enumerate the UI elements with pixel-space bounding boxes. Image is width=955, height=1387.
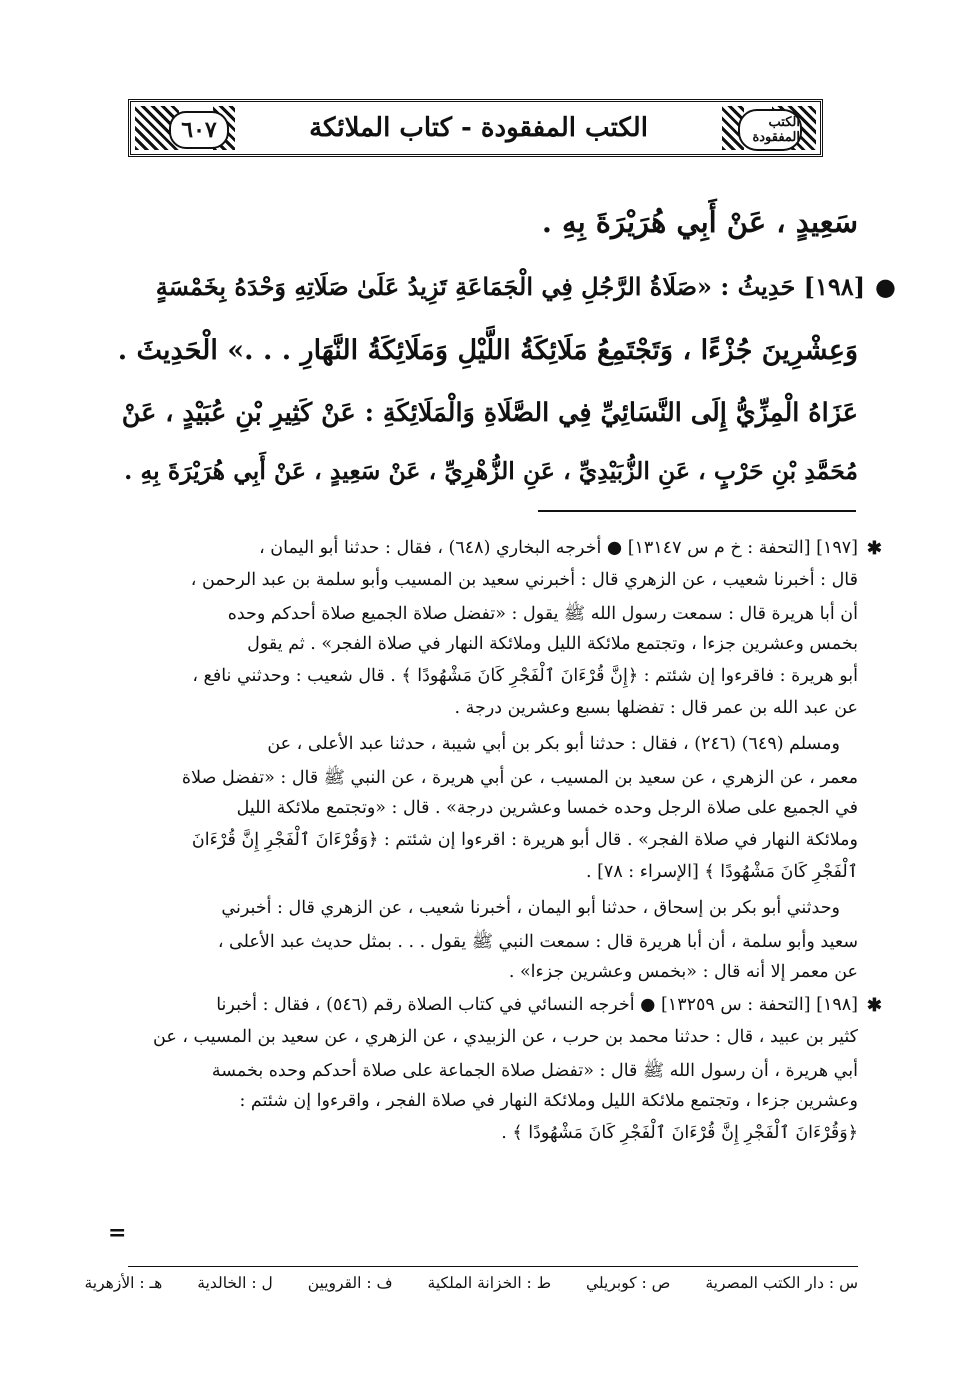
sigla-separator <box>128 1266 858 1267</box>
siglum: س : دار الكتب المصرية <box>705 1274 858 1292</box>
footnote-line: عن معمر إلا أنه قال : «بخمس وعشرين جزءا» . <box>508 962 858 982</box>
footnote-line: ٱلْفَجْرِ كَانَ مَشْهُودًا ﴾ [الإسراء : ٧٨] . <box>585 862 858 882</box>
text-line: مُحَمَّدِ بْنِ حَرْبٍ ، عَنِ الزُّبَيْدِيِّ ، عَنِ الزُّهْرِيِّ ، عَنْ سَعِيدٍ ، عَنْ أَبِي هُرَيْرَةَ بِهِ . <box>124 457 858 485</box>
footnote-line: كثير بن عبيد ، قال : حدثنا محمد بن حرب ، عن الزبيدي ، عن الزهري ، عن سعيد بن المسيب ، عن <box>153 1027 858 1047</box>
footnote-line: ومسلم (٦٤٩) (٢٤٦) ، فقال : حدثنا أبو بكر بن أبي شيبة ، حدثنا عبد الأعلى ، عن <box>267 734 840 754</box>
continuation-mark: = <box>108 1220 127 1246</box>
bullet-icon: ● <box>875 272 896 301</box>
text-line: وَعِشْرِينَ جُزْءًا ، وَتَجْتَمِعُ مَلَائِكَةُ اللَّيْلِ وَمَلَائِكَةُ النَّهَارِ . . .» الْحَدِيثَ . <box>117 335 858 366</box>
footnote-line: في الجميع على صلاة الرجل وحده خمسا وعشرين درجة» . قال : «وتجتمع ملائكة الليل <box>236 798 858 818</box>
page-number: ٦٠٧ <box>169 111 229 149</box>
publisher-logo: الكتب المفقودة <box>738 109 802 151</box>
manuscript-sigla <box>84 1274 858 1292</box>
footnote-line: بخمس وعشرين جزءا ، وتجتمع ملائكة الليل وملائكة النهار في صلاة الفجر» . ثم يقول <box>247 634 858 654</box>
siglum: هـ : الأزهرية <box>84 1274 163 1292</box>
footnote-line: وعشرين جزءا ، وتجتمع ملائكة الليل وملائكة النهار في صلاة الفجر ، واقرءوا إن شئتم : <box>239 1091 858 1111</box>
footnote-line: عن عبد الله بن عمر قال : تفضلها بسبع وعشرين درجة . <box>454 698 858 718</box>
footnote-separator <box>538 510 856 512</box>
footnote-line: ﴿وَقُرْءَانَ ٱلْفَجْرِ إِنَّ قُرْءَانَ ٱلْفَجْرِ كَانَ مَشْهُودًا ﴾ . <box>501 1123 858 1143</box>
footnote-line: أن أبا هريرة قال : سمعت رسول الله ﷺ يقول : «تفضل صلاة الجميع صلاة أحدكم وحده <box>227 604 858 624</box>
siglum: ص : كوبريلي <box>585 1274 671 1292</box>
siglum: ف : القرويين <box>307 1274 393 1292</box>
page-header <box>128 99 823 157</box>
text-line: عَزَاهُ الْمِزِّيُّ إِلَى النَّسَائِيِّ فِي الصَّلَاةِ وَالْمَلَائِكَةِ : عَنْ كَثِيرِ بْنِ عُبَيْدٍ ، عَنْ <box>121 398 858 428</box>
footnote-line: سعيد وأبو سلمة ، أن أبا هريرة قال : سمعت النبي ﷺ يقول . . . بمثل حديث عبد الأعلى ، <box>217 932 858 952</box>
footnote-line: أبي هريرة ، أن رسول الله ﷺ قال : «تفضل صلاة الجماعة على صلاة أحدكم وحده بخمسة <box>211 1061 858 1081</box>
footnote-line: وحدثني أبو بكر بن إسحاق ، حدثنا أبو اليمان ، أخبرنا شعيب ، عن الزهري قال : أخبرني <box>221 898 840 918</box>
asterisk-icon: ✱ <box>866 538 882 559</box>
siglum: ط : الخزانة الملكية <box>427 1274 552 1292</box>
hadith-entry-line: ●[١٩٨] حَدِيثُ : «صَلَاةُ الرَّجُلِ فِي الْجَمَاعَةِ تَزِيدُ عَلَىٰ صَلَاتِهِ وَحْدَهُ بِخَمْسَةٍ <box>155 272 896 301</box>
footnote-line: معمر ، عن الزهري ، عن سعيد بن المسيب ، عن أبي هريرة ، عن النبي ﷺ قال : «تفضل صلاة <box>181 768 858 788</box>
footnote-line: [١٩٧] [التحفة : خ م س ١٣١٤٧] ● أخرجه البخاري (٦٤٨) ، فقال : حدثنا أبو اليمان ، <box>259 538 858 558</box>
asterisk-icon: ✱ <box>866 995 882 1016</box>
footnote-line: قال : أخبرنا شعيب ، عن الزهري قال : أخبرني سعيد بن المسيب وأبو سلمة بن عبد الرحمن ، <box>190 570 858 590</box>
running-title: الكتب المفقودة - كتاب الملائكة <box>309 113 648 143</box>
siglum: ل : الخالدية <box>197 1274 273 1292</box>
text-line: سَعِيدٍ ، عَنْ أَبِي هُرَيْرَةَ بِهِ . <box>541 205 858 239</box>
footnote-line: أبو هريرة : فاقرءوا إن شئتم : ﴿إِنَّ قُرْءَانَ ٱلْفَجْرِ كَانَ مَشْهُودًا ﴾ . قال شعيب : وحدثني نافع ، <box>192 666 858 686</box>
footnote-line: [١٩٨] [التحفة : س ١٣٢٥٩] ● أخرجه النسائي في كتاب الصلاة رقم (٥٤٦) ، فقال : أخبرنا <box>216 995 858 1015</box>
footnote-line: وملائكة النهار في صلاة الفجر» . قال أبو هريرة : اقرءوا إن شئتم : ﴿وَقُرْءَانَ ٱلْفَجْرِ إِنَّ قُرْءَانَ <box>191 830 858 850</box>
